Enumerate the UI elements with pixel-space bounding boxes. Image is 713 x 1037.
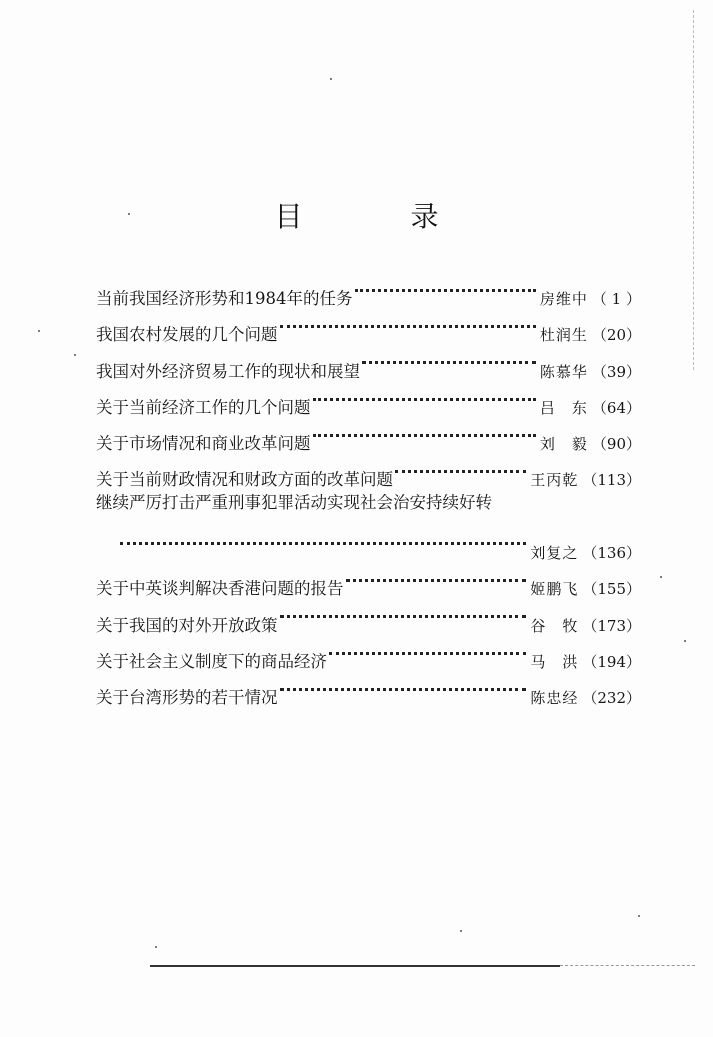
entry-title: 继续严厉打击严重刑事犯罪活动实现社会治安持续好转 <box>96 493 492 513</box>
scan-speck <box>38 330 40 332</box>
dot-leader <box>280 304 536 340</box>
scan-speck <box>155 946 157 948</box>
entry-title: 我国农村发展的几个问题 <box>96 325 278 345</box>
entry-page: （136） <box>582 543 641 562</box>
scan-speck <box>638 915 640 917</box>
entry-title: 关于市场情况和商业改革问题 <box>96 433 311 453</box>
entry-author: 吕 东 <box>539 398 588 417</box>
entry-author: 陈忠经 <box>530 688 579 707</box>
entry-title: 关于中英谈判解决香港问题的报告 <box>96 579 344 599</box>
scan-speck <box>74 354 76 356</box>
toc-entry[interactable] <box>96 449 641 490</box>
scan-speck <box>460 930 462 932</box>
entry-title: 关于社会主义制度下的商品经济 <box>96 651 327 671</box>
entry-page: （173） <box>582 616 641 635</box>
scan-speck <box>128 213 130 215</box>
entry-page: （113） <box>582 471 641 490</box>
entry-author: 马 洪 <box>530 652 579 671</box>
entry-title: 关于台湾形势的若干情况 <box>96 687 278 707</box>
scan-speck <box>684 640 686 642</box>
toc-entry[interactable] <box>96 413 641 453</box>
entry-author: 姬鹏飞 <box>530 580 579 599</box>
scan-speck <box>660 576 662 578</box>
dot-leader <box>120 521 526 557</box>
scan-edge-mark <box>693 10 695 370</box>
dot-leader <box>280 594 527 630</box>
entry-title: 当前我国经济形势和1984年的任务 <box>96 289 353 309</box>
dot-leader <box>362 340 536 376</box>
entry-page: （194） <box>582 652 641 671</box>
entry-title: 关于当前经济工作的几个问题 <box>96 397 311 417</box>
entry-page: （155） <box>582 580 641 599</box>
bottom-rule-faint <box>560 965 695 966</box>
entry-author: 陈慕华 <box>539 362 588 381</box>
entry-title: 关于当前财政情况和财政方面的改革问题 <box>96 470 393 490</box>
entry-page: （39） <box>591 362 641 381</box>
dot-leader <box>280 667 527 703</box>
entry-author: 刘复之 <box>530 543 579 562</box>
toc-entry[interactable] <box>96 340 641 381</box>
entry-author: 谷 牧 <box>530 616 579 635</box>
entry-author: 房维中 <box>539 290 588 309</box>
entry-page: （90） <box>591 434 641 453</box>
toc-entry[interactable] <box>96 268 641 309</box>
entry-page: （20） <box>591 326 641 345</box>
entry-page: （64） <box>591 398 641 417</box>
entry-title: 我国对外经济贸易工作的现状和展望 <box>96 361 360 381</box>
scan-speck <box>330 78 332 80</box>
toc-entry[interactable] <box>96 304 641 345</box>
toc-entry[interactable] <box>96 667 641 707</box>
entry-author: 刘 毅 <box>539 434 588 453</box>
bottom-rule <box>150 965 560 967</box>
toc-entry[interactable] <box>96 377 641 417</box>
toc-entry[interactable] <box>96 558 641 599</box>
entry-author: 王丙乾 <box>530 471 579 490</box>
toc-entry[interactable] <box>96 631 641 671</box>
entry-title: 关于我国的对外开放政策 <box>96 615 278 635</box>
page-title: 目 录 <box>274 200 479 233</box>
dot-leader <box>313 377 536 413</box>
dot-leader <box>329 631 526 667</box>
entry-page: （232） <box>582 688 641 707</box>
dot-leader <box>395 449 526 485</box>
dot-leader <box>346 558 527 594</box>
dot-leader <box>355 268 536 304</box>
dot-leader <box>313 413 536 449</box>
toc-entry[interactable] <box>96 594 641 635</box>
table-of-contents <box>96 268 641 707</box>
toc-entry[interactable] <box>96 485 641 562</box>
entry-author: 杜润生 <box>539 326 588 345</box>
entry-page: （ 1 ） <box>591 290 641 309</box>
